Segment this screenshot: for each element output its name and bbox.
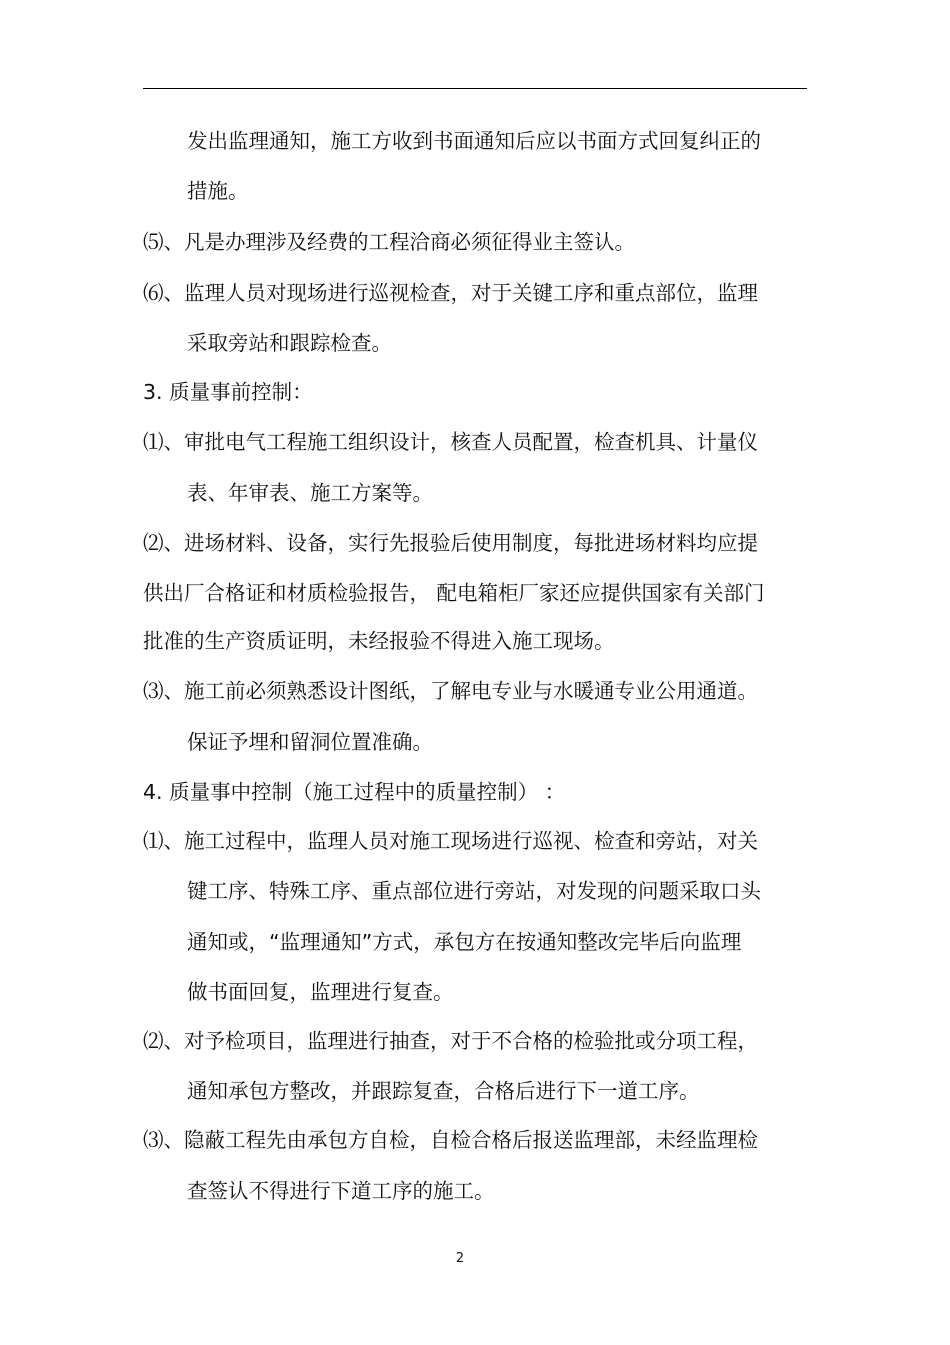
text-line: 键工序、特殊工序、重点部位进行旁站，对发现的问题采取口头: [187, 879, 761, 903]
text-line: 保证予埋和留洞位置准确。: [187, 730, 433, 754]
text-line: ⑵、进场材料、设备，实行先报验后使用制度，每批进场材料均应提: [143, 531, 758, 555]
text-line: 采取旁站和跟踪检查。: [187, 331, 392, 355]
text-line: ⑴、施工过程中，监理人员对施工现场进行巡视、检查和旁站，对关: [143, 829, 758, 853]
text-line: ⑹、监理人员对现场进行巡视检查，对于关键工序和重点部位，监理: [143, 281, 758, 305]
text-line: ⑶、隐蔽工程先由承包方自检，自检合格后报送监理部，未经监理检: [143, 1128, 758, 1152]
text-line: 做书面回复，监理进行复查。: [187, 980, 454, 1004]
text-line: ⑸、凡是办理涉及经费的工程洽商必须征得业主签认。: [143, 230, 635, 254]
section-heading: 4. 质量事中控制（施工过程中的质量控制） ：: [143, 780, 566, 804]
text-line: 批准的生产资质证明，未经报验不得进入施工现场。: [143, 629, 615, 653]
text-line: 供出厂合格证和材质检验报告， 配电箱柜厂家还应提供国家有关部门: [143, 581, 765, 605]
text-line: 通知或，“监理通知”方式，承包方在按通知整改完毕后向监理: [187, 930, 742, 954]
header-rule: [143, 88, 807, 89]
page-number: 2: [455, 1251, 465, 1266]
text-line: 表、年审表、施工方案等。: [187, 481, 433, 505]
text-line: ⑴、审批电气工程施工组织设计，核查人员配置，检查机具、计量仪: [143, 430, 758, 454]
text-line: ⑵、对予检项目，监理进行抽查，对于不合格的检验批或分项工程，: [143, 1029, 758, 1053]
text-line: 措施。: [187, 179, 249, 203]
section-heading: 3. 质量事前控制：: [143, 380, 313, 404]
text-line: 查签认不得进行下道工序的施工。: [187, 1179, 495, 1203]
text-line: 通知承包方整改，并跟踪复查，合格后进行下一道工序。: [187, 1079, 700, 1103]
text-line: 发出监理通知，施工方收到书面通知后应以书面方式回复纠正的: [187, 129, 761, 153]
text-line: ⑶、施工前必须熟悉设计图纸，了解电专业与水暖通专业公用通道。: [143, 679, 758, 703]
